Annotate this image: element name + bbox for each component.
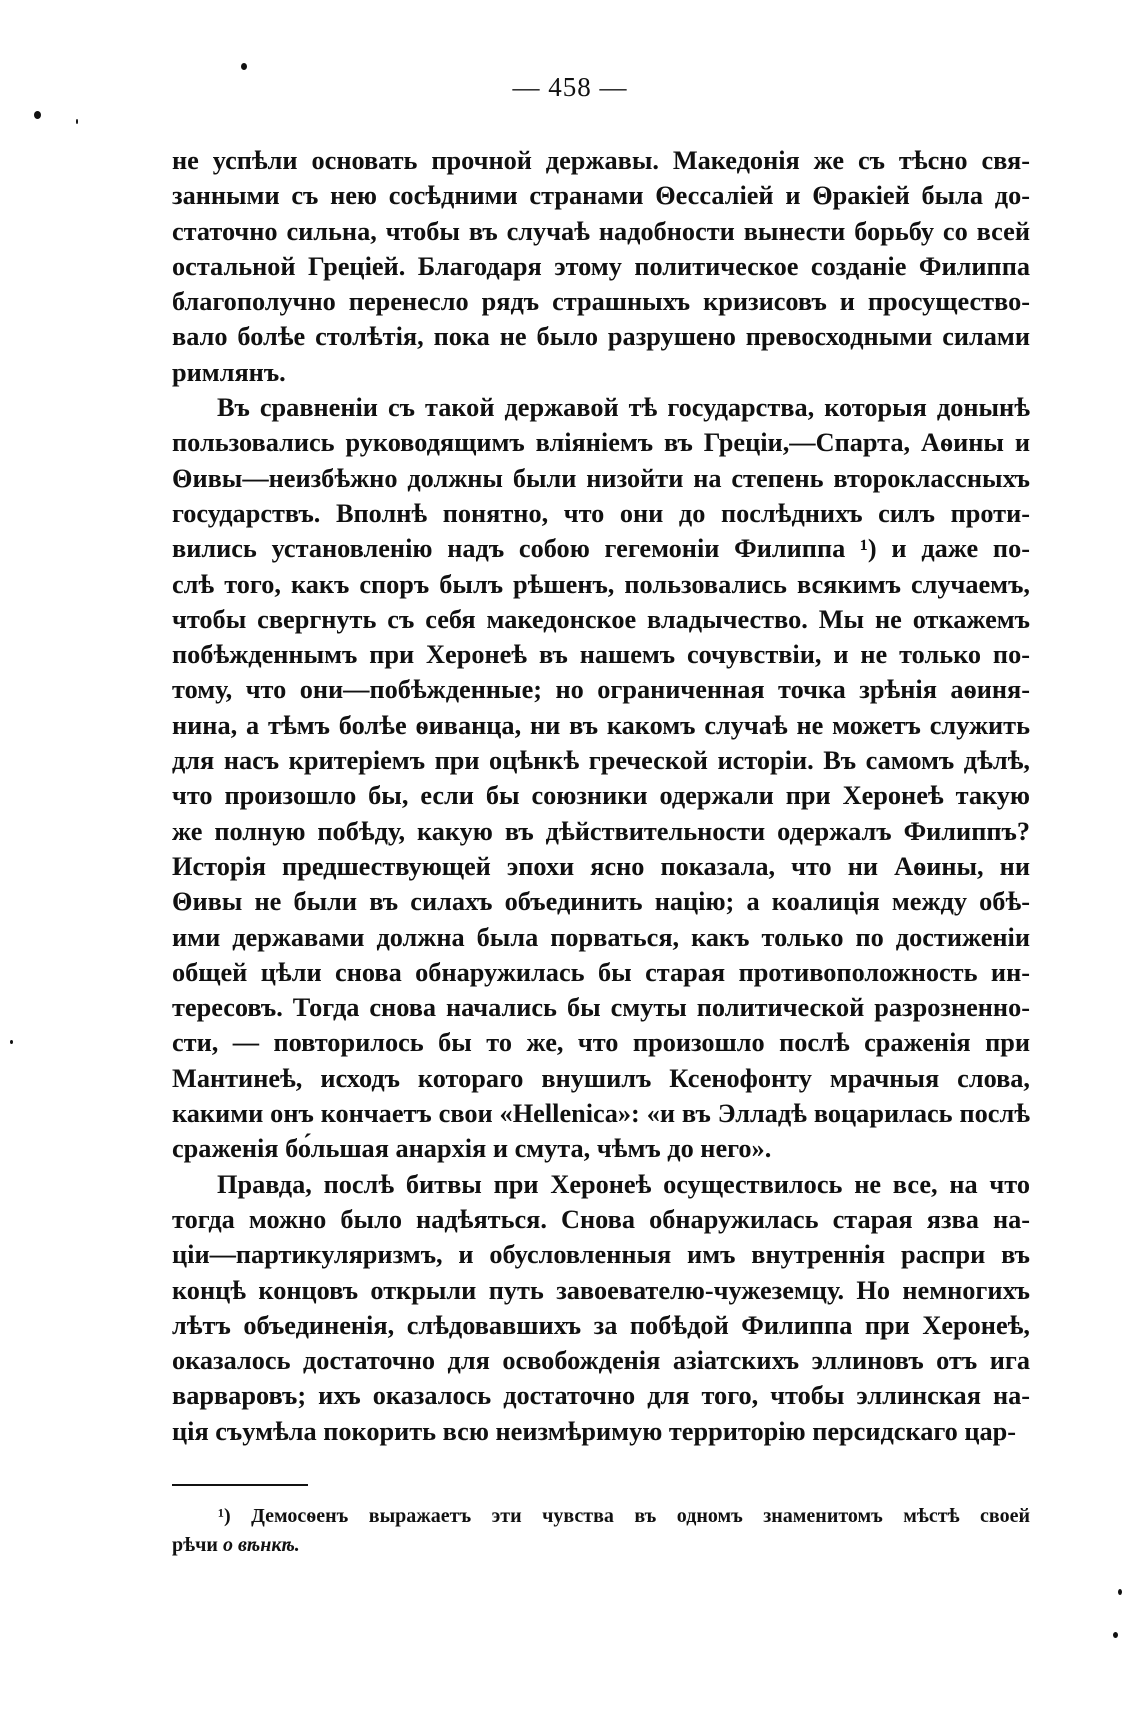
- text-line: общей цѣли снова обнаружилась бы старая противоположность ин-: [172, 957, 1030, 987]
- scan-speck: [10, 1040, 13, 1044]
- paragraph: [172, 1167, 1030, 1449]
- paragraph: [172, 143, 1030, 390]
- text-line: оказалось достаточно для освобожденія азіатскихъ эллиновъ отъ ига: [172, 1346, 1030, 1376]
- text-line: нина, а тѣмъ болѣе ѳиванца, ни въ какомъ случаѣ не можетъ служить: [172, 710, 1030, 740]
- text-line: Θивы—неизбѣжно должны были низойти на степень второклассныхъ: [172, 463, 1030, 493]
- text-line: статочно сильна, чтобы въ случаѣ надобности вынести борьбу со всей: [172, 216, 1030, 246]
- text-line: занными съ нею сосѣдними странами Θессаліей и Θракіей была до-: [172, 181, 1030, 211]
- footnote-marker: ¹): [218, 1505, 231, 1527]
- text-line: Исторія предшествующей эпохи ясно показала, что ни Аѳины, ни: [172, 851, 1030, 881]
- text-line: государствъ. Вполнѣ понятно, что они до послѣднихъ силъ проти-: [172, 498, 1030, 528]
- paragraph: [172, 390, 1030, 1167]
- text-line: варваровъ; ихъ оказалось достаточно для того, чтобы эллинская на-: [172, 1381, 1030, 1411]
- footnote-line: [218, 1502, 1030, 1531]
- text-line: Θивы не были въ силахъ объединить націю; а коалиція между обѣ-: [172, 887, 1030, 917]
- text-line: благополучно перенесло рядъ страшныхъ кризисовъ и просущество-: [172, 287, 1030, 317]
- text-line: ими державами должна была порваться, какъ только по достиженіи: [172, 922, 1030, 952]
- text-line: чтобы свергнуть съ себя македонское владычество. Мы не откажемъ: [172, 604, 1030, 634]
- text-line: для насъ критеріемъ при оцѣнкѣ греческой исторіи. Въ самомъ дѣлѣ,: [172, 746, 1030, 776]
- text-line: лѣтъ объединенія, слѣдовавшихъ за побѣдой Филиппа при Херонеѣ,: [172, 1310, 1030, 1340]
- text-line: римлянъ.: [172, 357, 286, 387]
- footnote-title-italic: о вѣнкѣ.: [222, 1534, 300, 1556]
- text-line: Мантинеѣ, исходъ котораго внушилъ Ксенофонту мрачныя слова,: [172, 1063, 1030, 1093]
- text-line: вились установленію надъ собою гегемоніи Филиппа ¹) и даже по-: [172, 534, 1030, 564]
- footnote-line: [172, 1531, 1030, 1560]
- text-line: вало болѣе столѣтія, пока не было разрушено превосходными силами: [172, 322, 1030, 352]
- main-text: [172, 143, 1030, 1449]
- text-line: что произошло бы, если бы союзники одержали при Херонеѣ такую: [172, 781, 1030, 811]
- text-line: побѣжденнымъ при Херонеѣ въ нашемъ сочувствіи, и не только по-: [172, 640, 1030, 670]
- footnote: [172, 1502, 1030, 1560]
- scan-speck: [1113, 1632, 1118, 1638]
- text-line: не успѣли основать прочной державы. Македонія же съ тѣсно свя-: [172, 146, 1030, 175]
- footnote-separator: [172, 1484, 308, 1486]
- text-line: слѣ того, какъ споръ былъ рѣшенъ, пользовались всякимъ случаемъ,: [172, 569, 1030, 599]
- scan-speck: [34, 111, 41, 119]
- text-line: пользовались руководящимъ вліяніемъ въ Греціи,—Спарта, Аѳины и: [172, 428, 1030, 458]
- text-line: же полную побѣду, какую въ дѣйствительности одержалъ Филиппъ?: [172, 816, 1030, 846]
- scan-speck: [241, 63, 247, 70]
- text-line: концѣ концовъ открыли путь завоевателю-чужеземцу. Но немногихъ: [172, 1275, 1030, 1305]
- text-line: остальной Греціей. Благодаря этому политическое созданіе Филиппа: [172, 251, 1030, 281]
- text-line: сраженія бо́льшая анархія и смута, чѣмъ до него».: [172, 1134, 772, 1164]
- text-line: какими онъ кончаетъ свои «Hellenica»: «и въ Элладѣ воцарилась послѣ: [172, 1099, 1030, 1129]
- footnote-text: рѣчи: [172, 1534, 223, 1556]
- text-line: тересовъ. Тогда снова начались бы смуты политической разрозненно-: [172, 993, 1030, 1023]
- text-line: Правда, послѣ битвы при Херонеѣ осуществилось не все, на что: [217, 1169, 1030, 1199]
- scan-speck: [1118, 1589, 1122, 1595]
- text-line: Въ сравненіи съ такой державой тѣ государства, которыя донынѣ: [217, 393, 1030, 423]
- text-line: ціи—партикуляризмъ, и обусловленныя имъ внутреннія распри въ: [172, 1240, 1030, 1270]
- text-line: сти, — повторилось бы то же, что произошло послѣ сраженія при: [172, 1028, 1030, 1058]
- text-line: ція съумѣла покорить всю неизмѣримую территорію персидскаго цар-: [172, 1416, 1017, 1446]
- scan-speck: [76, 119, 78, 124]
- footnote-text: Демосѳенъ выражаетъ эти чувства въ одномъ знаменитомъ мѣстѣ своей: [251, 1505, 1030, 1527]
- page-number: — 458 —: [512, 72, 628, 102]
- text-line: тому, что они—побѣжденные; но ограниченная точка зрѣнія аѳиня-: [172, 675, 1030, 705]
- text-line: тогда можно было надѣяться. Снова обнаружилась старая язва на-: [172, 1204, 1030, 1234]
